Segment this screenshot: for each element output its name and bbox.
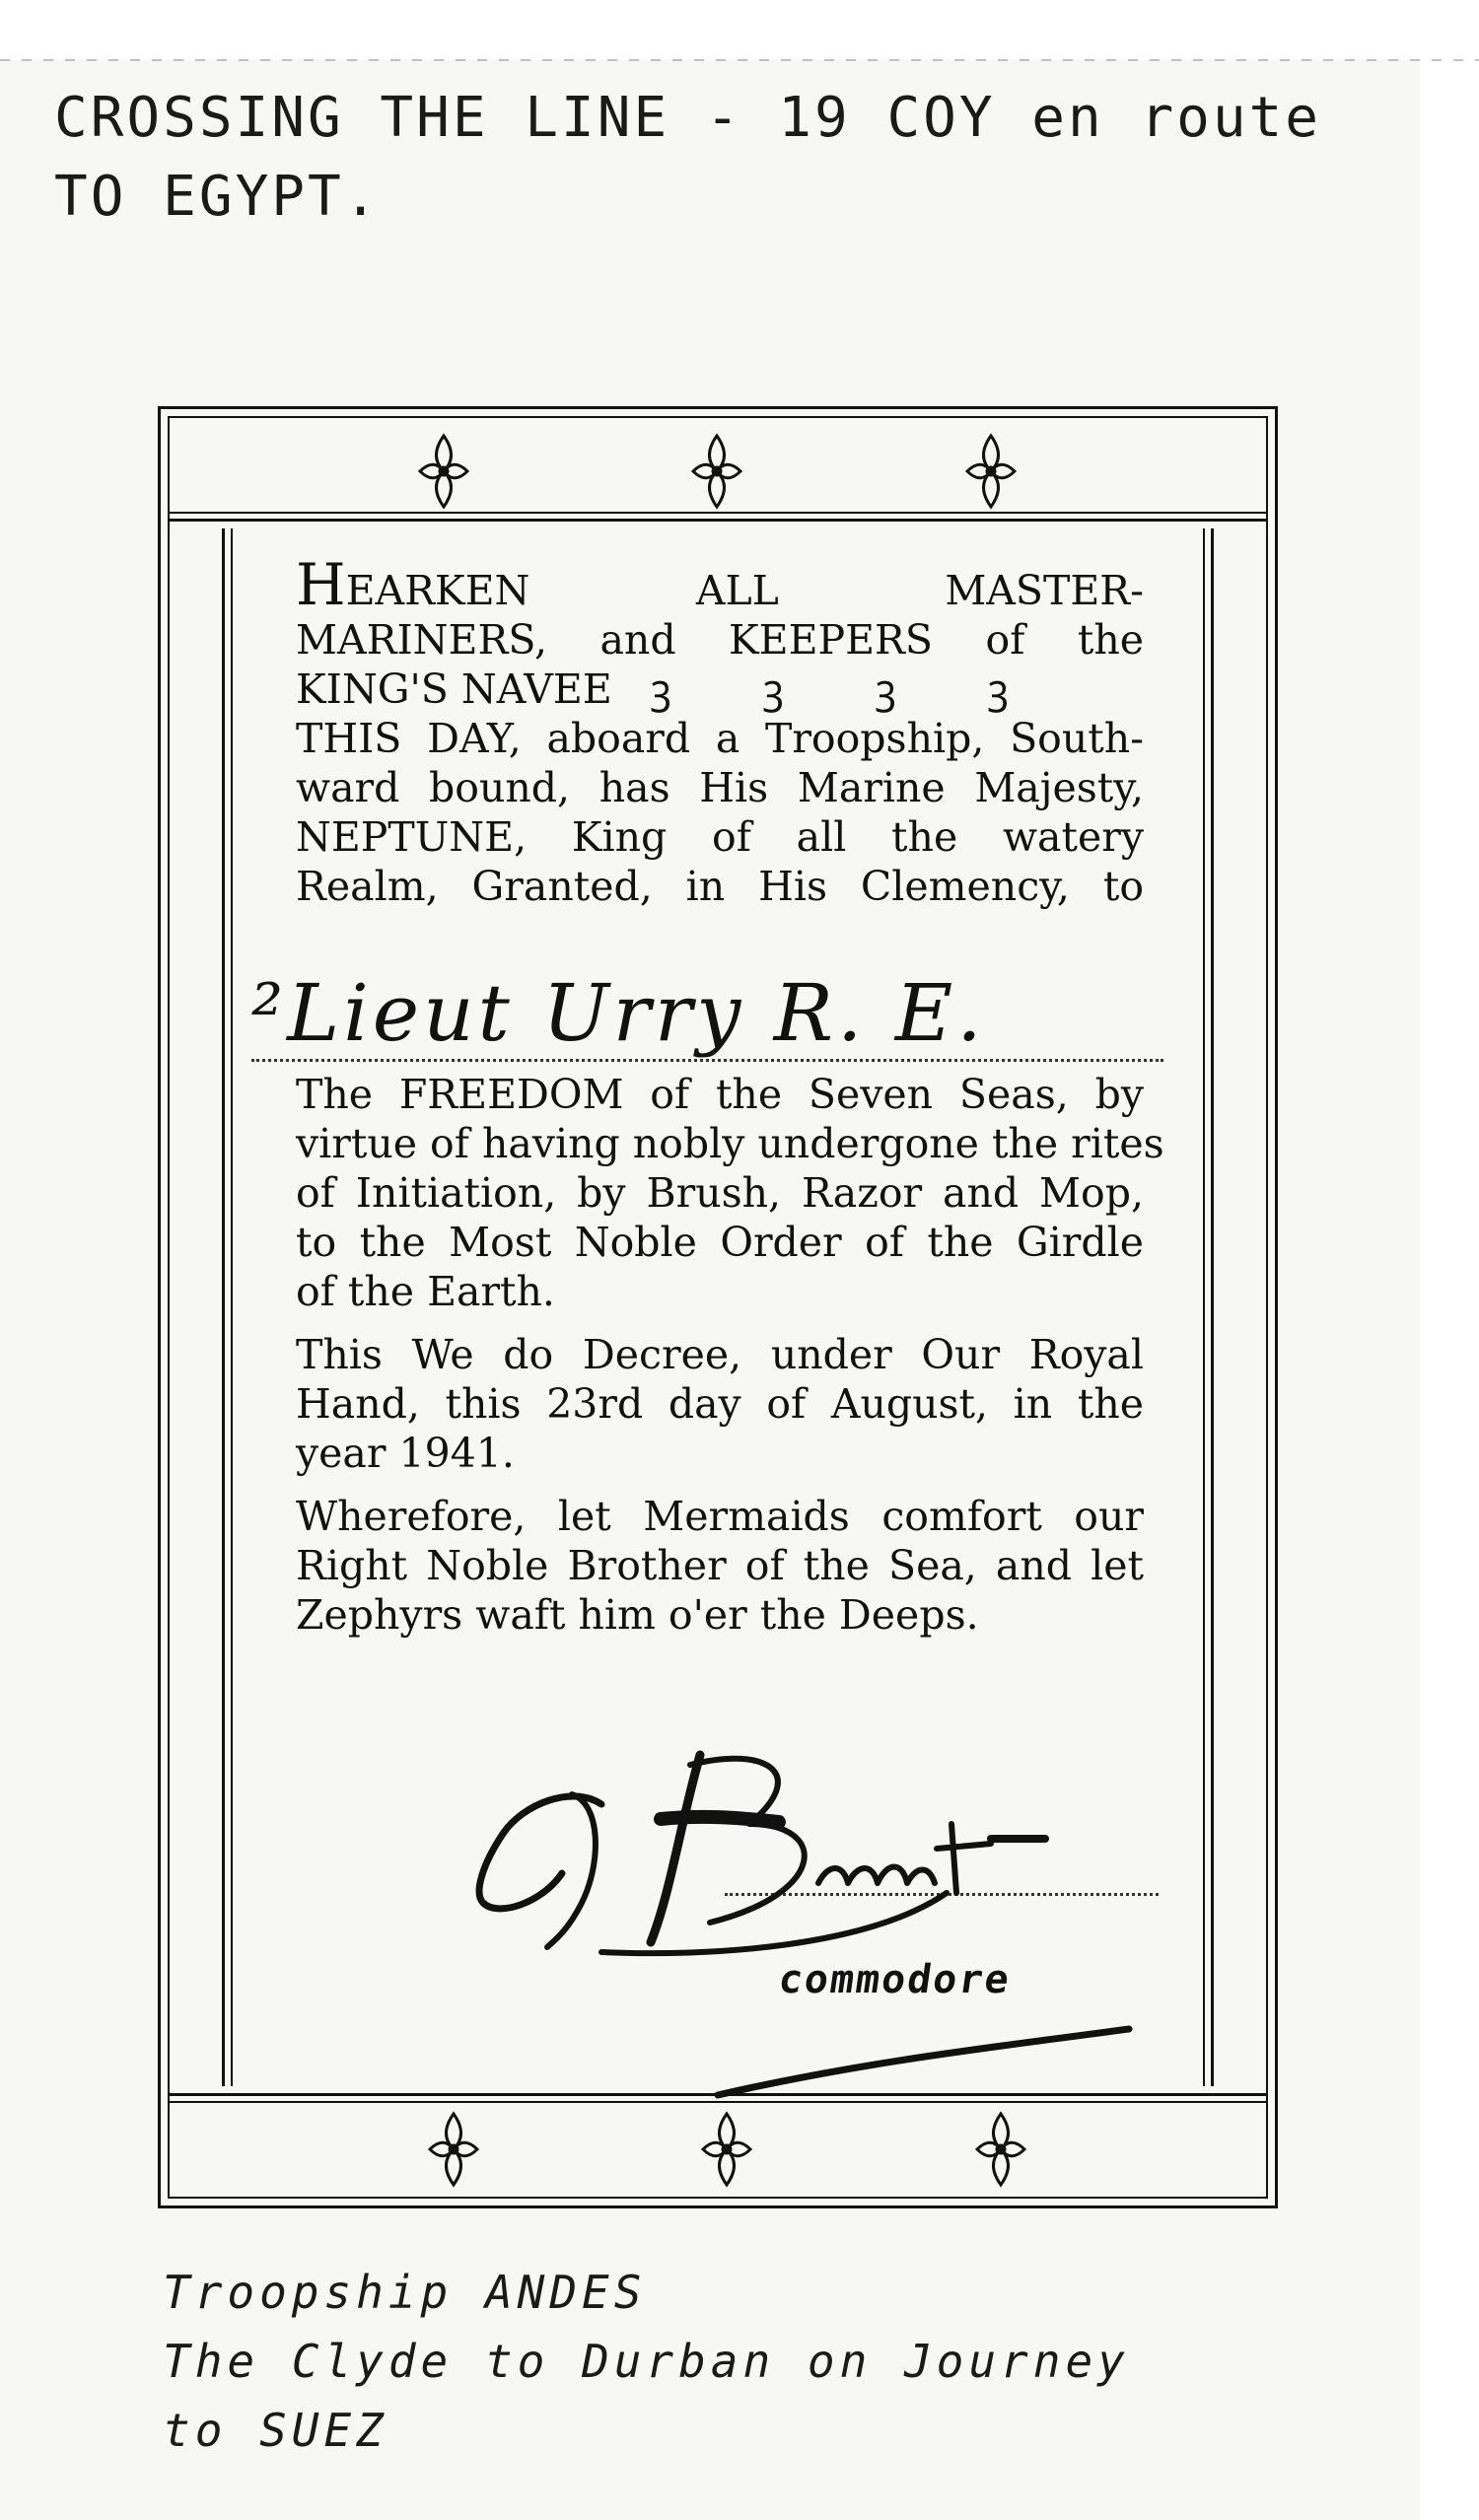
decree-line: This We do Decree, under Our Royal <box>296 1331 1144 1378</box>
recipient-field <box>251 964 1163 1068</box>
fleuron-ornament-icon <box>426 2110 481 2189</box>
handwritten-caption-bottom <box>163 2258 1130 2465</box>
heading-line3 <box>296 665 1144 714</box>
freedom-line: to the Most Noble Order of the Girdle <box>296 1219 1144 1266</box>
intro-line: THIS DAY, aboard a Troopship, South- <box>296 715 1144 762</box>
closing-line: Right Noble Brother of the Sea, and let <box>296 1542 1144 1589</box>
sheet-edge <box>0 59 1479 61</box>
freedom-line: of the Earth. <box>296 1268 555 1315</box>
caption-top-line1: CROSSING THE LINE - 19 COY en route <box>54 86 1322 150</box>
heading-line1-rest: EARKEN ALL MASTER- <box>345 567 1144 614</box>
intro-line: NEPTUNE, King of all the watery <box>296 813 1144 861</box>
handwritten-signature <box>454 1745 1232 2100</box>
fleuron-ornament-icon <box>963 432 1019 511</box>
intro-line: ward bound, has His Marine Majesty, <box>296 764 1144 811</box>
caption-top-line2: TO EGYPT. <box>54 165 381 229</box>
freedom-line: of Initiation, by Brush, Razor and Mop, <box>296 1169 1144 1217</box>
ornamental-marks: ꝫ ꝫ ꝫ ꝫ <box>650 665 1048 713</box>
fleuron-ornament-icon <box>416 432 471 511</box>
fleuron-ornament-icon <box>973 2110 1028 2189</box>
decree-line: year 1941. <box>296 1430 515 1477</box>
freedom-line: virtue of having nobly undergone the rites <box>296 1120 1164 1167</box>
certificate-text <box>296 551 1144 911</box>
bottom-ornament-band <box>170 2093 1266 2197</box>
fleuron-ornament-icon <box>699 2110 754 2189</box>
caption-bottom-line1: Troopship ANDES <box>163 2266 647 2319</box>
decree-line: Hand, this 23rd day of August, in the <box>296 1380 1144 1428</box>
certificate-text-lower <box>296 1070 1164 1640</box>
handwritten-caption-top <box>54 79 1321 237</box>
caption-bottom-line2: The Clyde to Durban on Journey <box>163 2335 1130 2388</box>
heading-line3-text: KING'S NAVEE <box>296 665 612 713</box>
freedom-line: The FREEDOM of the Seven Seas, by <box>296 1071 1144 1118</box>
drop-cap: H <box>296 551 346 618</box>
fleuron-ornament-icon <box>689 432 744 511</box>
top-ornament-band <box>170 418 1266 522</box>
closing-line: Zephyrs waft him o'er the Deeps. <box>296 1591 979 1639</box>
heading-line1 <box>296 551 1144 618</box>
closing-line: Wherefore, let Mermaids comfort our <box>296 1493 1144 1540</box>
signatory-title: commodore <box>775 1957 1014 2002</box>
heading-line2: MARINERS, and KEEPERS of the <box>296 616 1144 664</box>
caption-bottom-line3: to SUEZ <box>163 2404 388 2457</box>
recipient-name: ²Lieut Urry R. E. <box>251 967 986 1059</box>
intro-line: Realm, Granted, in His Clemency, to <box>296 863 1144 910</box>
